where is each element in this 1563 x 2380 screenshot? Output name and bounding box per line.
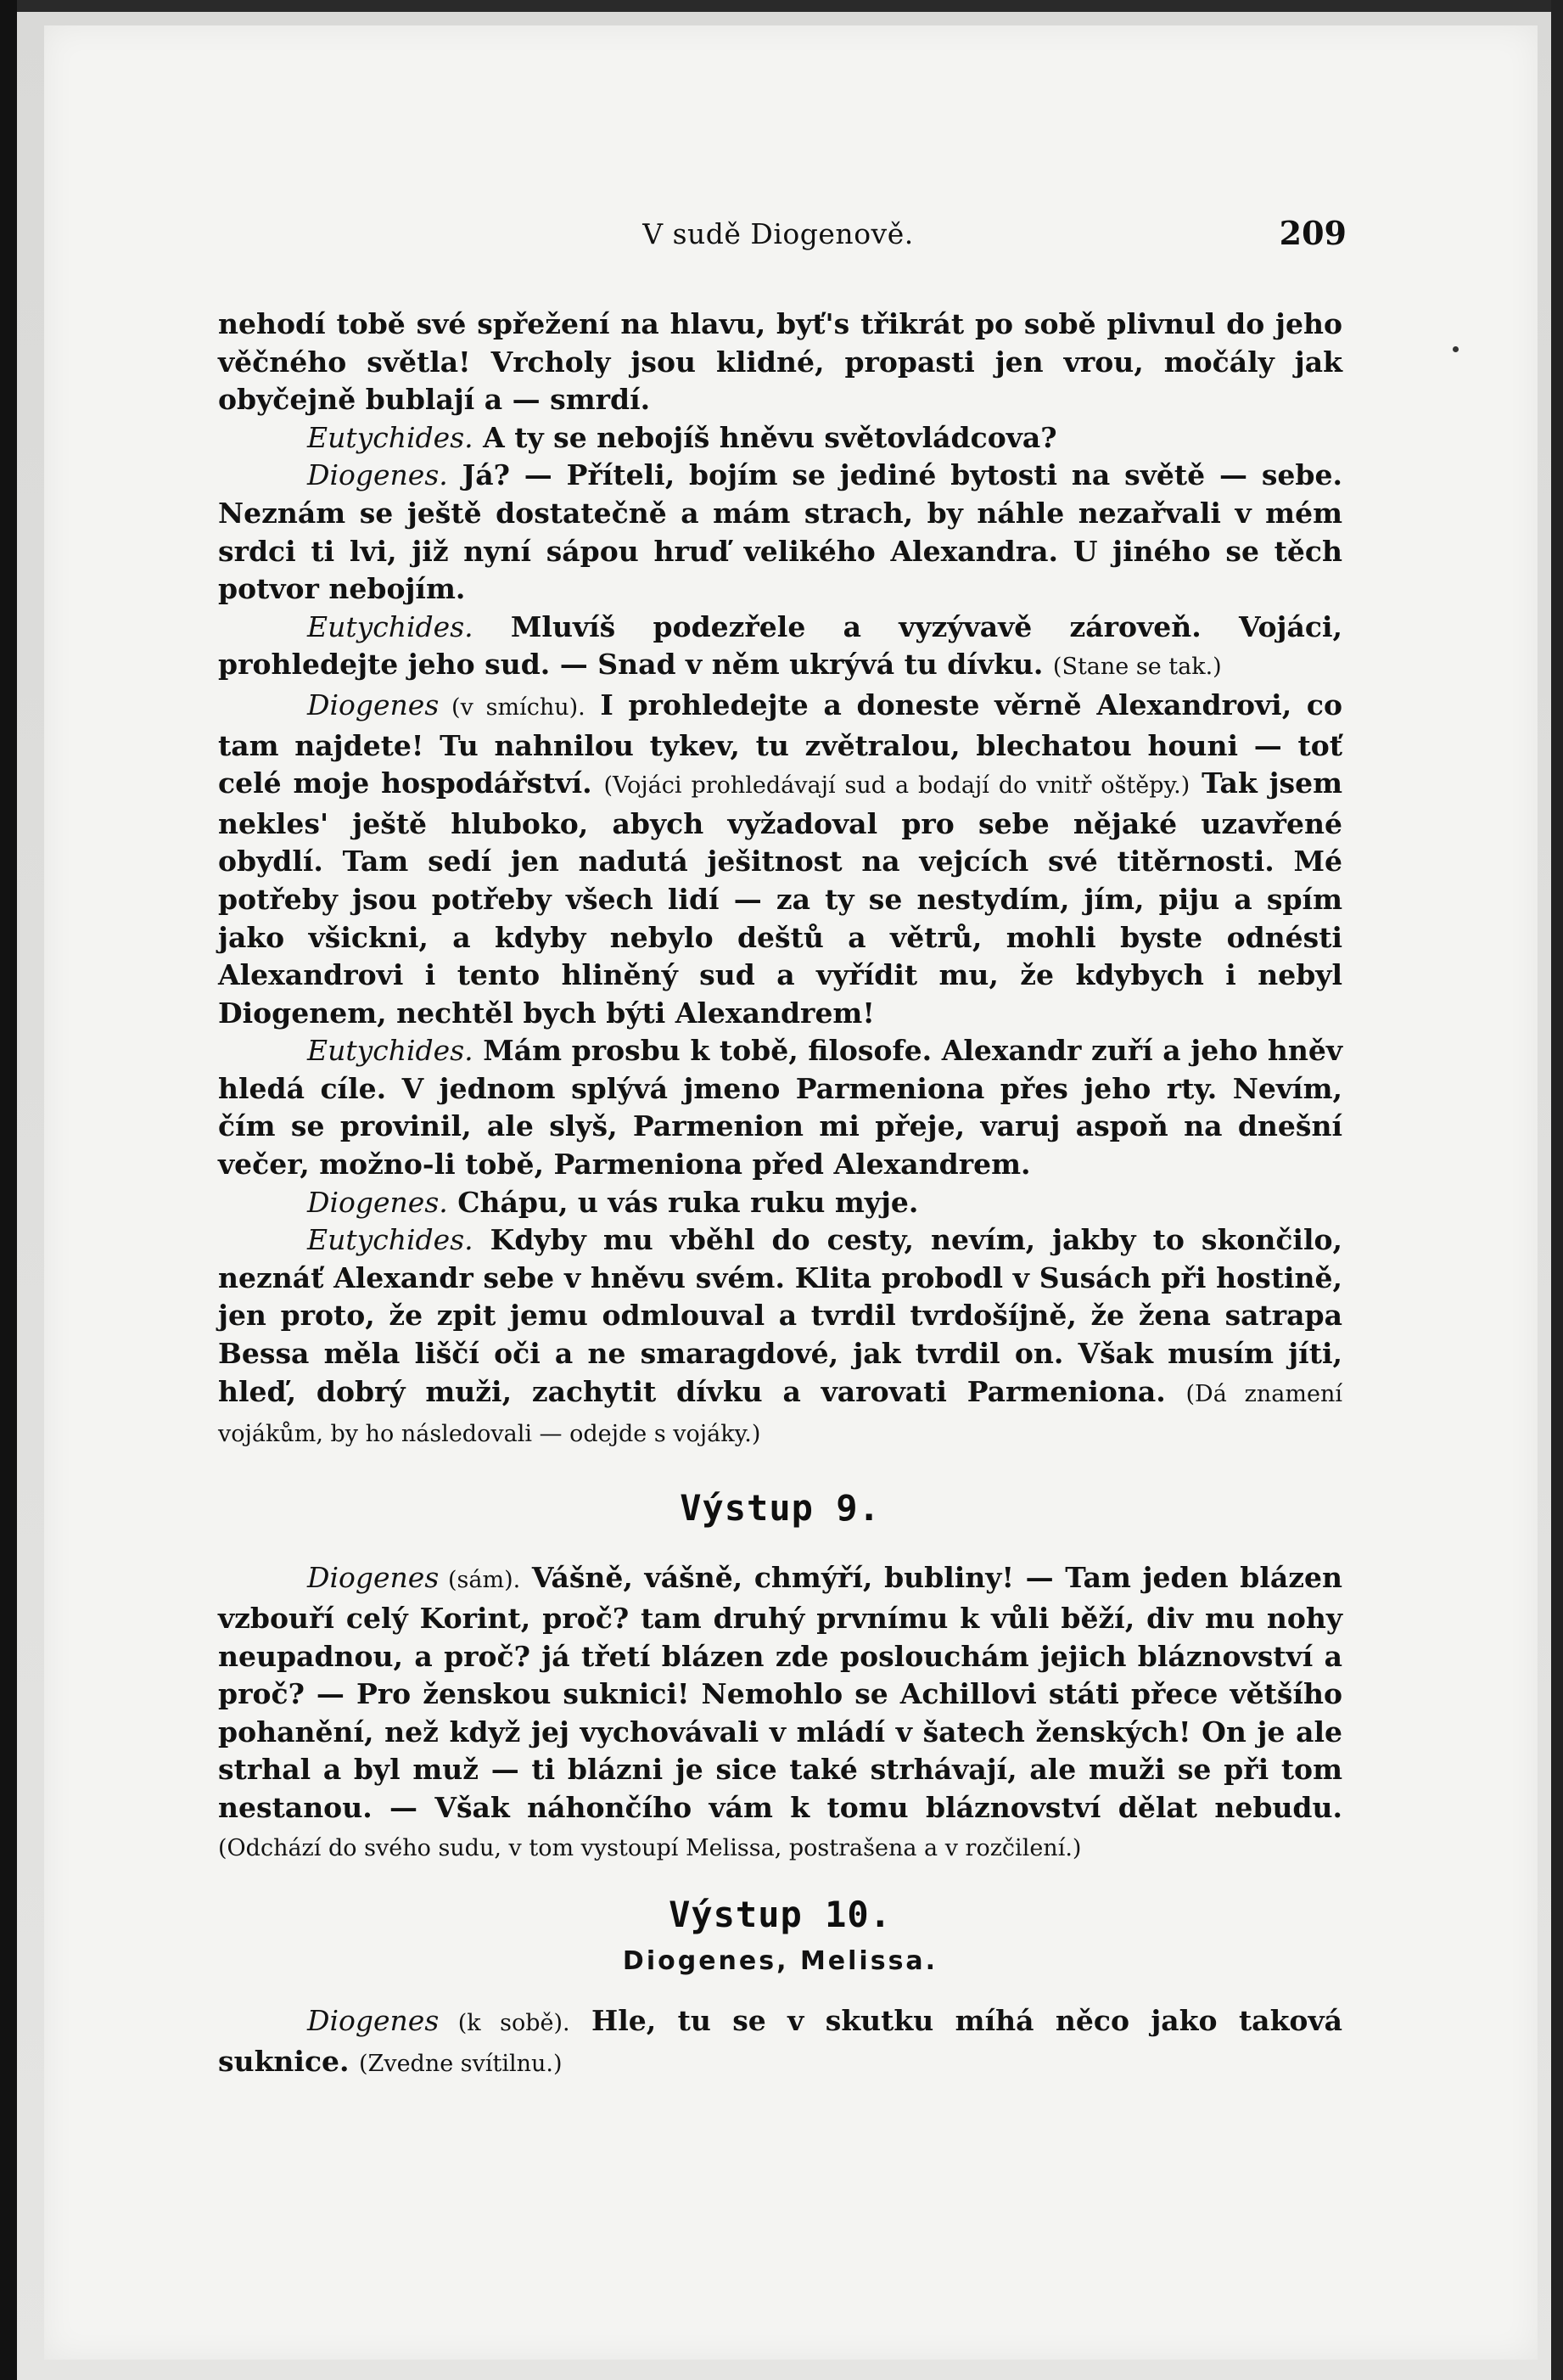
page-header (210, 214, 1347, 268)
stage-direction: (k sobě). (439, 2010, 570, 2037)
dialogue-line (218, 687, 1342, 1032)
paragraph-text: nehodí tobě své spřežení na hlavu, byť's třikrát po sobě plivnul do jeho věčného světla! Vrcholy jsou klidné, propasti jen vrou, močály jak obyčejně bublají a — smrdí. (218, 307, 1342, 417)
speaker-name: Diogenes. (307, 1185, 448, 1219)
dialogue-text: A ty se nebojíš hněvu světovládcova? (473, 420, 1057, 454)
scan-edge-top (0, 0, 1563, 12)
dialogue-line (218, 419, 1342, 457)
page-number: 209 (1279, 214, 1347, 252)
dialogue-line (218, 1559, 1342, 1867)
dialogue-text: Hle, tu se v skutku míhá něco jako taková suknice. (218, 2004, 1343, 2078)
dialogue-text: Chápu, u vás ruka ruku myje. (447, 1185, 919, 1219)
ink-speck (1453, 346, 1459, 352)
speaker-name: Diogenes (307, 688, 440, 721)
scene-heading-9: Výstup 9. (680, 1486, 881, 1529)
dialogue-line (218, 2002, 1342, 2083)
speaker-name: Eutychides. (307, 420, 473, 454)
dialogue-text: Kdyby mu vběhl do cesty, nevím, jakby to skončilo, neznáť Alexandr sebe v hněvu svém. Klita probodl v Susách při hostině, jen proto, že zpit jemu odmlouval a tvrdil tvrdošíjně, že žena satrapa Bessa měla liščí oči a ne smaragdové, jak tvrdil on. Však musím jíti, hleď, dobrý muži, zachytit dívku a varovati Parmeniona. (218, 1223, 1342, 1408)
body-text (218, 306, 1342, 2084)
dialogue-text: Já? — Příteli, bojím se jediné bytosti na světě — sebe. Neznám se ještě dostatečně a mám strach, by náhle nezařvali v mém srdci ti lvi, již nyní sápou hruď velikého Alexandra. U jiného se těch potvor nebojím. (218, 458, 1342, 606)
stage-direction: (sám). (439, 1567, 521, 1594)
stage-direction: (Vojáci prohledávají sud a bodají do vnitř oštěpy.) (603, 772, 1190, 800)
dialogue-line (218, 1032, 1342, 1183)
speaker-name: Eutychides. (307, 1223, 473, 1257)
scan-edge-right (1551, 0, 1563, 2380)
stage-direction: (v smíchu). (439, 693, 585, 721)
paragraph-continuation (218, 306, 1342, 419)
stage-direction: (Dá znamení vojákům, by ho následovali — odejde s vojáky.) (218, 1380, 1342, 1448)
speaker-name: Eutychides. (307, 1034, 473, 1068)
stage-direction: (Zvedne svítilnu.) (359, 2050, 563, 2077)
dialogue-text: I prohledejte a doneste věrně Alexandrovi, co tam najdete! Tu nahnilou tykev, tu zvětralou, blechatou houni — toť celé moje hospodářství. (218, 688, 1342, 800)
dialogue-line (218, 1221, 1342, 1454)
speaker-name: Diogenes. (307, 458, 448, 492)
cast-list: Diogenes, Melissa. (622, 1945, 938, 1976)
speaker-name: Diogenes (307, 2004, 440, 2038)
speaker-name: Diogenes (307, 1561, 440, 1595)
speaker-name: Eutychides. (307, 609, 473, 643)
dialogue-text: Tak jsem nekles' ještě hluboko, abych vyžadoval pro sebe nějaké uzavřené obydlí. Tam sedí jen nadutá ješitnost na vejcích své titěrnosti. Mé potřeby jsou potřeby všech lidí — za ty se nestydím, jím, piju a spím jako všickni, a kdyby nebylo deštů a větrů, mohli byste odnésti Alexandrovi i tento hliněný sud a vyřídit mu, že kdybych i nebyl Diogenem, nechtěl bych býti Alexandrem! (218, 766, 1343, 1030)
dialogue-text: Mluvíš podezřele a vyzývavě zároveň. Vojáci, prohledejte jeho sud. — Snad v něm ukrývá tu dívku. (218, 609, 1342, 682)
running-title: V sudě Diogenově. (642, 217, 914, 250)
dialogue-line (218, 457, 1342, 608)
stage-direction: (Stane se tak.) (1052, 654, 1222, 681)
stage-direction: (Odchází do svého sudu, v tom vystoupí Melissa, postrašena a v rozčilení.) (218, 1834, 1082, 1861)
scan-edge-left (0, 0, 17, 2380)
dialogue-line (218, 1184, 1342, 1222)
dialogue-line (218, 609, 1342, 687)
dialogue-text: Mám prosbu k tobě, filosofe. Alexandr zuří a jeho hněv hledá cíle. V jednom splývá jmeno Parmeniona přes jeho rty. Nevím, čím se provinil, ale slyš, Parmenion mi přeje, varuj aspoň na dnešní večer, možno-li tobě, Parmeniona před Alexandrem. (218, 1034, 1342, 1182)
scene-heading-10: Výstup 10. (669, 1894, 892, 1936)
dialogue-text: Vášně, vášně, chmýří, bubliny! — Tam jeden blázen vzbouří celý Korint, proč? tam druhý prvnímu k vůli běží, div mu nohy neupadnou, a proč? já třetí blázen zde poslouchám jejich bláznovství a proč? — Pro ženskou suknici! Nemohlo se Achillovi státi přece většího pohanění, než když jej vychovávali v mládí v šatech ženských! On je ale strhal a byl muž — ti blázni je sice také strhávají, ale muži se při tom nestanou. — Však náhončího vám k tomu bláznovství dělat nebudu. (218, 1561, 1342, 1824)
book-page (44, 25, 1538, 2360)
